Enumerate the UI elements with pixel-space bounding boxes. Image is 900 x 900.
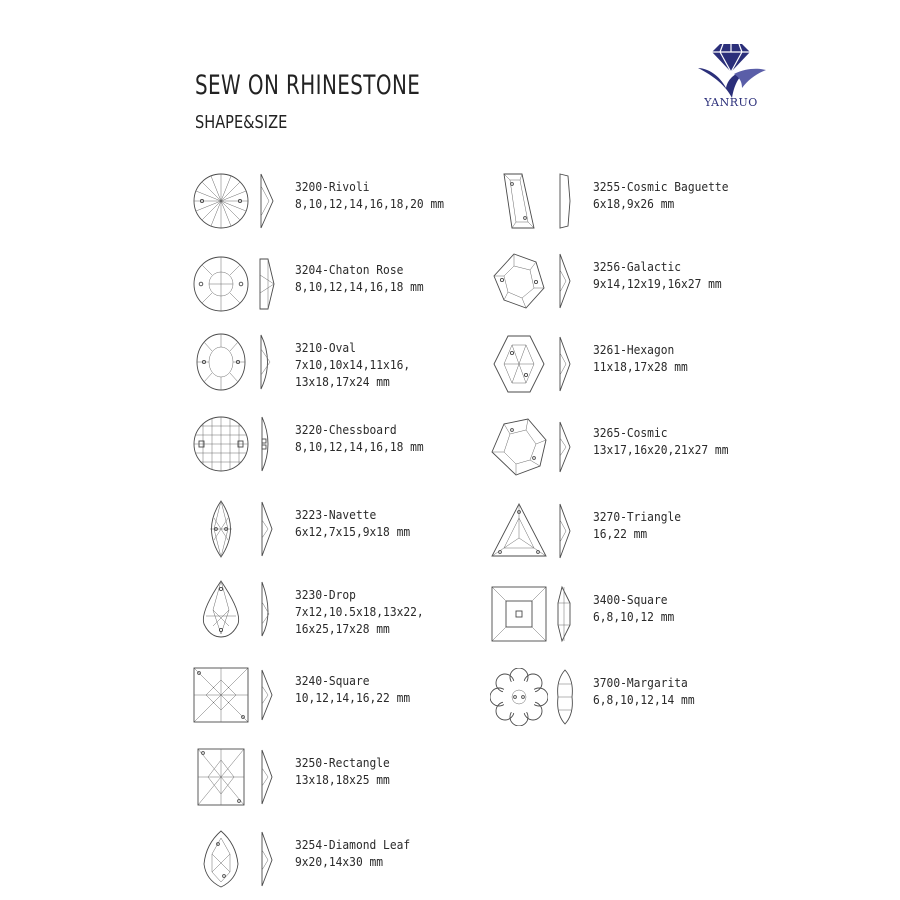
oval-side-icon [258, 333, 276, 391]
stone-name: 3261-Hexagon [593, 342, 675, 357]
stone-sizes: 8,10,12,14,16,18,20 mm [295, 196, 445, 211]
cosmic-baguette-stone-icon [490, 172, 548, 230]
stone-sizes: 10,12,14,16,22 mm [295, 690, 411, 705]
brand-name: YANRUO [704, 96, 758, 109]
triangle-stone-icon [490, 502, 548, 560]
stone-sizes: 11x18,17x28 mm [593, 359, 688, 374]
stone-sizes: 13x17,16x20,21x27 mm [593, 442, 729, 457]
stone-name: 3250-Rectangle [295, 755, 390, 770]
stone-name: 3220-Chessboard [295, 422, 397, 437]
rivoli-side-icon [258, 172, 276, 230]
rivoli-stone-icon [192, 172, 250, 230]
rectangle-side-icon [258, 748, 276, 806]
square-flat-side-icon [556, 585, 574, 643]
stone-sizes: 9x14,12x19,16x27 mm [593, 276, 722, 291]
diamond-leaf-side-icon [258, 830, 276, 888]
diamond-leaf-stone-icon [192, 830, 250, 888]
stone-sizes: 6,8,10,12,14 mm [593, 692, 695, 707]
navette-stone-icon [192, 500, 250, 558]
margarita-side-icon [556, 668, 574, 726]
page-subtitle: SHAPE&SIZE [195, 112, 288, 133]
stone-sizes: 9x20,14x30 mm [295, 854, 384, 869]
stone-sizes: 8,10,12,14,16,18 mm [295, 439, 424, 454]
stone-sizes: 13x18,17x24 mm [295, 374, 390, 389]
drop-side-icon [258, 580, 276, 638]
stone-sizes: 6x18,9x26 mm [593, 196, 675, 211]
stone-sizes: 13x18,18x25 mm [295, 772, 390, 787]
stone-name: 3700-Margarita [593, 675, 688, 690]
stone-sizes: 6,8,10,12 mm [593, 609, 675, 624]
stone-sizes: 7x12,10.5x18,13x22, [295, 604, 424, 619]
stone-sizes: 8,10,12,14,16,18 mm [295, 279, 424, 294]
galactic-stone-icon [490, 252, 548, 310]
rectangle-stone-icon [192, 748, 250, 806]
stone-name: 3240-Square [295, 673, 370, 688]
stone-item-3270 [490, 502, 890, 572]
stone-name: 3256-Galactic [593, 259, 682, 274]
stone-name: 3270-Triangle [593, 509, 682, 524]
stone-item-3256 [490, 252, 890, 322]
cosmic-baguette-side-icon [556, 172, 574, 230]
chessboard-side-icon [258, 415, 276, 473]
square-side-icon [258, 666, 276, 724]
drop-stone-icon [192, 580, 250, 638]
stone-item-3400 [490, 585, 890, 655]
stone-sizes: 6x12,7x15,9x18 mm [295, 524, 411, 539]
stone-name: 3400-Square [593, 592, 668, 607]
hexagon-side-icon [556, 335, 574, 393]
stone-item-3265 [490, 418, 890, 488]
stone-name: 3210-Oval [295, 340, 356, 355]
cosmic-stone-icon [490, 418, 548, 476]
chaton-rose-side-icon [258, 255, 276, 313]
stone-name: 3254-Diamond Leaf [295, 837, 411, 852]
stone-item-3700 [490, 668, 890, 738]
triangle-side-icon [556, 502, 574, 560]
stone-name: 3265-Cosmic [593, 425, 668, 440]
stone-sizes: 16x25,17x28 mm [295, 621, 390, 636]
stone-name: 3255-Cosmic Baguette [593, 179, 729, 194]
stone-item-3255 [490, 172, 890, 242]
stone-item-3254 [192, 830, 592, 900]
margarita-stone-icon [490, 668, 548, 726]
stone-name: 3204-Chaton Rose [295, 262, 404, 277]
hexagon-stone-icon [490, 335, 548, 393]
oval-stone-icon [192, 333, 250, 391]
galactic-side-icon [556, 252, 574, 310]
chaton-rose-stone-icon [192, 255, 250, 313]
stone-item-3250 [192, 748, 592, 818]
chessboard-stone-icon [192, 415, 250, 473]
stone-name: 3223-Navette [295, 507, 377, 522]
navette-side-icon [258, 500, 276, 558]
stone-sizes: 7x10,10x14,11x16, [295, 357, 411, 372]
stone-name: 3200-Rivoli [295, 179, 370, 194]
stone-name: 3230-Drop [295, 587, 356, 602]
stone-sizes: 16,22 mm [593, 526, 648, 541]
square-stone-icon [192, 666, 250, 724]
page-title: SEW ON RHINESTONE [195, 70, 421, 101]
stone-item-3261 [490, 335, 890, 405]
cosmic-side-icon [556, 418, 574, 476]
square-flat-stone-icon [490, 585, 548, 643]
